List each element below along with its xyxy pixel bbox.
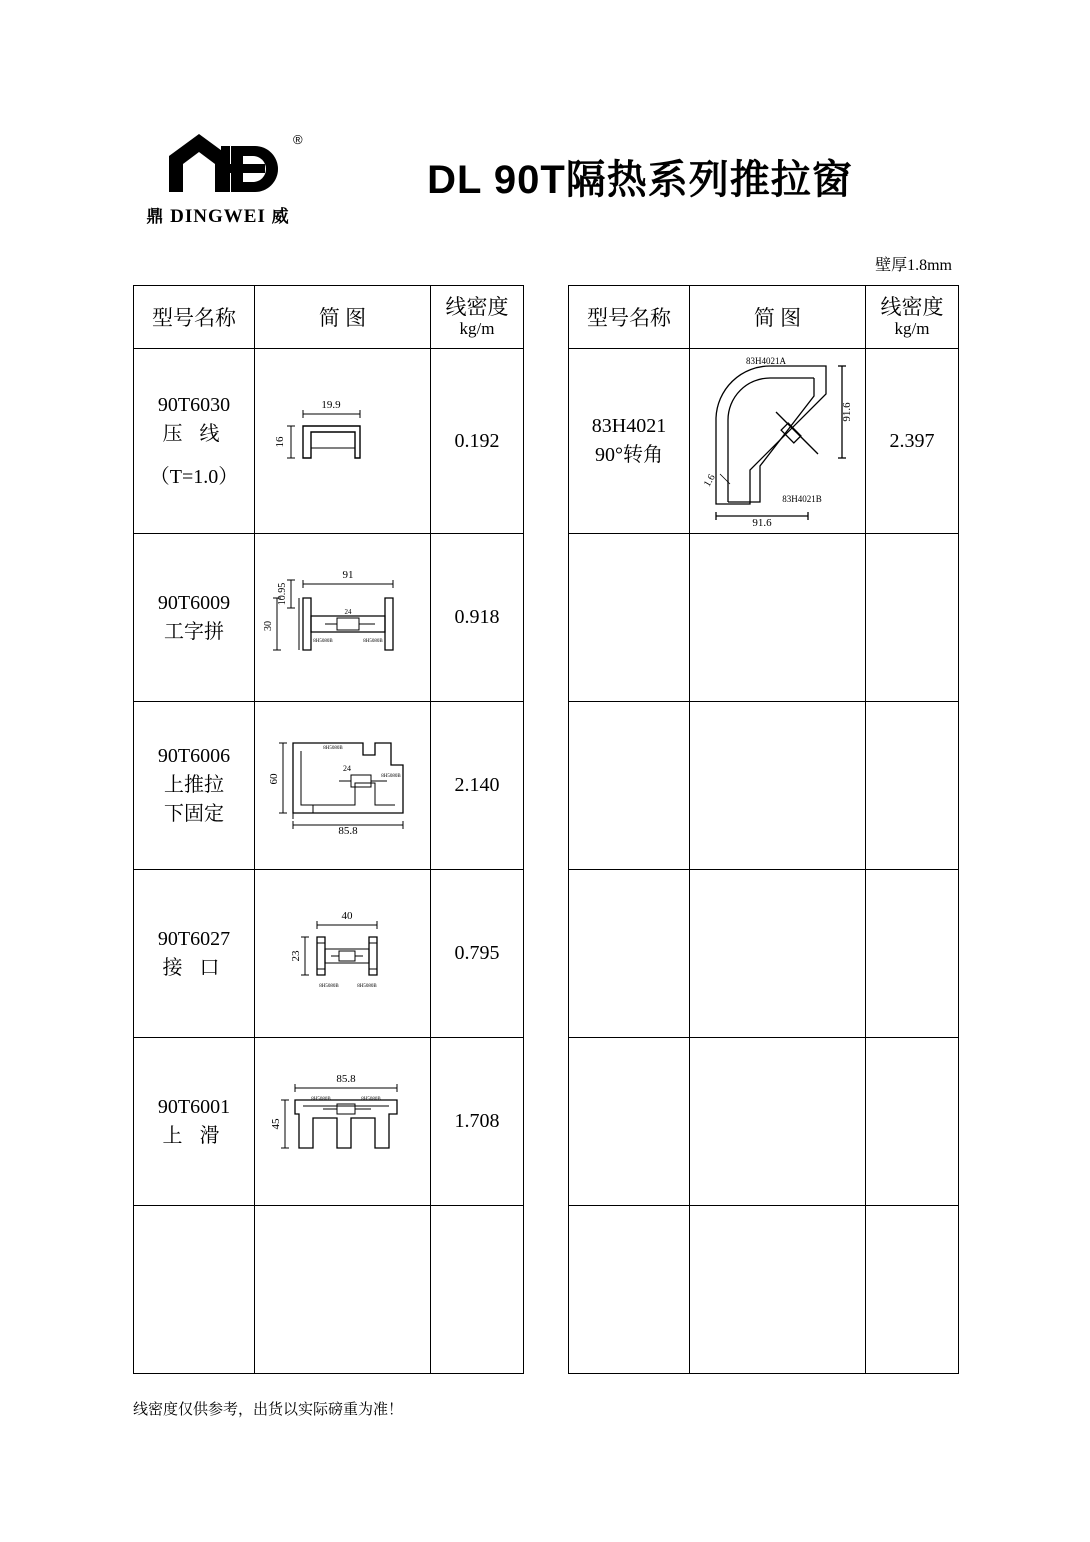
- row-figure-cell: [690, 349, 866, 534]
- row-figure-cell: [690, 1206, 866, 1374]
- row-density-cell: [866, 1206, 959, 1374]
- svg-text:10.95: 10.95: [277, 582, 288, 605]
- page-header: [0, 118, 1090, 228]
- svg-text:85.8: 85.8: [338, 824, 358, 837]
- logo-text-mid: DINGWEI: [170, 206, 266, 227]
- profile-drawing-interface: [255, 899, 430, 1009]
- row-name-line: 90°转角: [595, 444, 663, 466]
- row-density-cell: [866, 1038, 959, 1206]
- registered-trademark-icon: ®: [293, 132, 303, 147]
- svg-text:91.6: 91.6: [752, 516, 772, 529]
- row-density-cell: 0.192: [431, 349, 524, 534]
- row-name-line: 90T6030: [157, 393, 231, 416]
- row-density-cell: 0.795: [431, 870, 524, 1038]
- row-name-cell: [569, 534, 690, 702]
- column-header-density: [866, 286, 959, 349]
- row-name-cell: [569, 870, 690, 1038]
- svg-text:8H5080B: 8H5080B: [363, 638, 383, 644]
- row-figure-cell: [690, 870, 866, 1038]
- row-name-line: 工字拼: [164, 620, 224, 643]
- row-density-cell: [866, 702, 959, 870]
- column-header-name: 型号名称: [134, 286, 255, 349]
- row-name-line: 接 口: [162, 956, 226, 979]
- density-unit: kg/m: [894, 319, 930, 339]
- row-figure-cell: [255, 534, 431, 702]
- svg-text:30: 30: [263, 620, 274, 631]
- table-row: [134, 1206, 524, 1374]
- svg-text:91: 91: [342, 568, 354, 581]
- row-figure-cell: [255, 870, 431, 1038]
- svg-text:40: 40: [341, 909, 353, 922]
- svg-text:8H5080B: 8H5080B: [381, 773, 401, 779]
- table-row: [134, 1038, 524, 1206]
- table-row: [569, 1038, 959, 1206]
- svg-text:45: 45: [270, 1118, 282, 1129]
- row-name-cell: [134, 534, 255, 702]
- profile-table-left: [133, 285, 524, 1374]
- row-figure-cell: [255, 1038, 431, 1206]
- row-figure-cell: [690, 1038, 866, 1206]
- logo-text-left: 鼎: [146, 207, 165, 226]
- row-name-cell: [569, 1206, 690, 1374]
- row-figure-cell: [255, 702, 431, 870]
- row-name-cell: [134, 702, 255, 870]
- logo-mark-icon: [165, 130, 303, 192]
- table-row: [569, 702, 959, 870]
- row-figure-cell: [690, 534, 866, 702]
- row-density-cell: 2.397: [866, 349, 959, 534]
- profile-drawing-i-joint: [255, 558, 430, 678]
- row-density-cell: [431, 1206, 524, 1374]
- density-label: 线密度: [880, 295, 944, 320]
- profile-drawing-press-line: [255, 386, 430, 496]
- svg-text:8H5080B: 8H5080B: [357, 983, 377, 989]
- row-figure-cell: [690, 702, 866, 870]
- company-logo: [133, 130, 303, 240]
- row-name-cell: [569, 349, 690, 534]
- table-row: [134, 870, 524, 1038]
- row-name-cell: [569, 1038, 690, 1206]
- table-row: [569, 1206, 959, 1374]
- table-row: [134, 702, 524, 870]
- svg-text:8H5080B: 8H5080B: [313, 638, 333, 644]
- row-name-line: 90T6027: [157, 927, 231, 950]
- row-density-cell: 2.140: [431, 702, 524, 870]
- wall-thickness-note: 壁厚1.8mm: [875, 257, 952, 274]
- row-name-line: 上推拉: [164, 774, 224, 796]
- svg-text:24: 24: [343, 763, 351, 773]
- table-header-row: [569, 286, 959, 349]
- row-density-cell: [866, 870, 959, 1038]
- svg-text:19.9: 19.9: [321, 399, 341, 411]
- logo-text-right: 威: [271, 207, 290, 226]
- table-header-row: [134, 286, 524, 349]
- column-header-name: 型号名称: [569, 286, 690, 349]
- density-label: 线密度: [445, 295, 509, 320]
- svg-text:8H5080B: 8H5080B: [323, 745, 343, 751]
- svg-text:8H5080B: 8H5080B: [311, 1096, 331, 1102]
- svg-text:8H5080B: 8H5080B: [361, 1096, 381, 1102]
- row-name-line: 90T6006: [157, 745, 231, 767]
- row-density-cell: 0.918: [431, 534, 524, 702]
- profile-drawing-corner-90: [690, 354, 865, 529]
- row-density-cell: [866, 534, 959, 702]
- table-row: [134, 534, 524, 702]
- row-name-line: （T=1.0）: [149, 465, 239, 488]
- svg-text:1.6: 1.6: [701, 472, 718, 489]
- row-name-line: 90T6009: [157, 591, 231, 614]
- column-header-figure: 简 图: [255, 286, 431, 349]
- profile-drawing-upper-rail: [255, 1062, 430, 1182]
- column-header-figure: 简 图: [690, 286, 866, 349]
- row-name-cell: [134, 1038, 255, 1206]
- svg-text:83H4021A: 83H4021A: [746, 355, 786, 366]
- row-figure-cell: [255, 1206, 431, 1374]
- svg-text:85.8: 85.8: [336, 1072, 356, 1085]
- table-row: [134, 349, 524, 534]
- row-density-cell: 1.708: [431, 1038, 524, 1206]
- row-name-cell: [134, 1206, 255, 1374]
- svg-text:23: 23: [290, 950, 302, 961]
- svg-text:60: 60: [268, 773, 280, 784]
- row-name-line: 90T6001: [157, 1095, 231, 1118]
- row-name-line: 上 滑: [162, 1124, 226, 1147]
- page-title: DL 90T隔热系列推拉窗: [427, 158, 853, 202]
- row-name-line: 83H4021: [591, 415, 667, 437]
- svg-text:83H4021B: 83H4021B: [782, 493, 822, 504]
- row-name-cell: [134, 870, 255, 1038]
- profile-table-right: [568, 285, 959, 1374]
- svg-text:24: 24: [344, 607, 352, 616]
- column-header-density: [431, 286, 524, 349]
- logo-wordmark: [133, 202, 303, 228]
- row-name-line: 下固定: [164, 803, 224, 825]
- footnote: 线密度仅供参考，出货以实际磅重为准！: [133, 1402, 404, 1418]
- table-row: [569, 534, 959, 702]
- row-name-line: 压 线: [162, 422, 226, 445]
- row-name-cell: [569, 702, 690, 870]
- profile-drawing-upper-slide: [255, 721, 430, 851]
- density-unit: kg/m: [459, 319, 495, 339]
- row-name-cell: [134, 349, 255, 534]
- row-figure-cell: [255, 349, 431, 534]
- svg-text:16: 16: [274, 436, 286, 448]
- svg-text:91.6: 91.6: [841, 401, 853, 422]
- table-row: [569, 870, 959, 1038]
- table-row: [569, 349, 959, 534]
- svg-text:8H5080B: 8H5080B: [319, 983, 339, 989]
